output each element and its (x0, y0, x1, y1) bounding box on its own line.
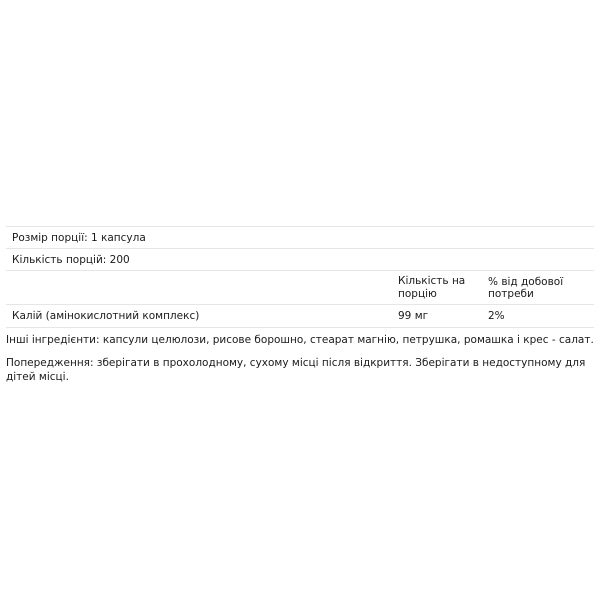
other-ingredients: Інші інгредієнти: капсули целюлози, рисове борошно, стеарат магнію, петрушка, ромашка і крес - салат. (6, 334, 594, 346)
nutrient-amount: 99 мг (398, 309, 429, 322)
servings-per-container-row (6, 248, 594, 270)
warning-text: Попередження: зберігати в прохолодному, сухому місці після відкриття. Зберігати в недоступному для дітей місці. (6, 357, 586, 383)
header-amount: Кількість на порцію (398, 274, 466, 300)
table-header-row (6, 270, 594, 304)
table-row (6, 304, 594, 328)
nutrient-daily-value: 2% (488, 310, 505, 322)
header-daily-value: % від добової потреби (488, 275, 564, 300)
servings-per-container: Кількість порцій: 200 (12, 253, 130, 266)
serving-size-row (6, 226, 594, 248)
nutrient-name: Калій (амінокислотний комплекс) (12, 310, 200, 322)
supplement-facts-table (6, 226, 594, 328)
serving-size: Розмір порції: 1 капсула (12, 231, 146, 244)
